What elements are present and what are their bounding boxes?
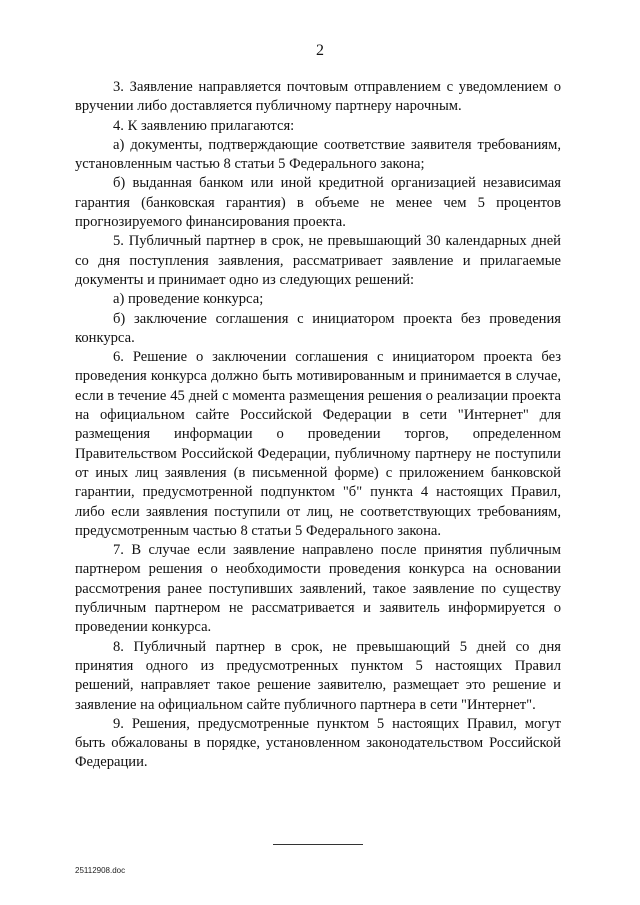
paragraph-6: 6. Решение о заключении соглашения с инициатором проекта без проведения конкурса должно быть мотивированным и принимается в случае, если в течение 45 дней с момента размещения решения о реализации проекта на официальном сайте Российской Федерации в сети "Интернет" для размещения информации о проведении торгов, определенном Правительством Российской Федерации, публичному партнеру не поступили от иных лиц заявления (в письменной форме) с приложением банковской гарантии, предусмотренной подпунктом "б" пункта 4 настоящих Правил, либо если заявления поступили от лиц, не соответствующих требованиям, предусмотренным частью 8 статьи 5 Федерального закона. bbox=[75, 349, 561, 539]
end-divider bbox=[273, 844, 363, 845]
paragraph-7: 7. В случае если заявление направлено после принятия публичным партнером решения о необходимости проведения конкурса на основании рассмотрения ранее поступивших заявлений, такое заявление по существу публичным партнером не рассматривается и заявитель информируется о проведении конкурса. bbox=[75, 542, 561, 636]
paragraph-4b: б) выданная банком или иной кредитной организацией независимая гарантия (банковская гарантия) в объеме не менее чем 5 процентов прогнозируемого финансирования проекта. bbox=[75, 175, 561, 231]
footer-file-code: 25112908.doc bbox=[75, 866, 126, 875]
paragraph-3: 3. Заявление направляется почтовым отправлением с уведомлением о вручении либо доставляется публичному партнеру нарочным. bbox=[75, 79, 561, 115]
paragraph-8: 8. Публичный партнер в срок, не превышающий 5 дней со дня принятия одного из предусмотренных пунктом 5 настоящих Правил решений, направляет такое решение заявителю, размещает это решение и заявление на официальном сайте публичного партнера в сети "Интернет". bbox=[75, 638, 561, 713]
paragraph-4: 4. К заявлению прилагаются: bbox=[113, 117, 295, 134]
paragraph-4a: а) документы, подтверждающие соответствие заявителя требованиям, установленным частью 8 статьи 5 Федерального закона; bbox=[75, 136, 561, 173]
paragraph-9: 9. Решения, предусмотренные пунктом 5 настоящих Правил, могут быть обжалованы в порядке, установленном законодательством Российской Федерации. bbox=[75, 715, 561, 771]
paragraph-5a: а) проведение конкурса; bbox=[113, 291, 264, 308]
paragraph-5b: б) заключение соглашения с инициатором проекта без проведения конкурса. bbox=[75, 310, 561, 346]
paragraph-5: 5. Публичный партнер в срок, не превышающий 30 календарных дней со дня поступления заявления, рассматривает заявление и прилагаемые документы и принимает одно из следующих решений: bbox=[75, 233, 561, 288]
page-number: 2 bbox=[316, 42, 324, 59]
document-body bbox=[75, 78, 561, 773]
